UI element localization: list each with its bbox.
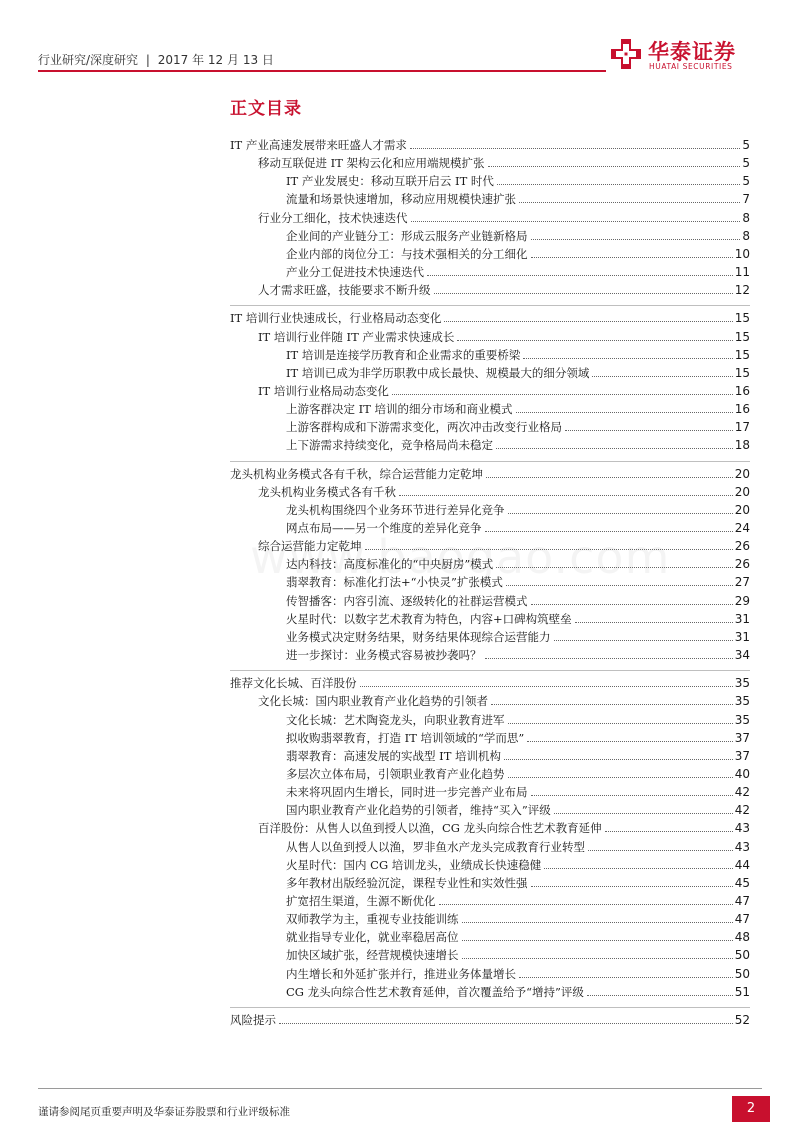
toc-entry-title: 进一步探讨：业务模式容易被抄袭吗？ — [286, 648, 482, 663]
toc-entry-page: 20 — [734, 502, 750, 517]
toc-entry-title: IT 培训行业格局动态变化 — [258, 383, 389, 398]
toc-entry-level-3[interactable] — [286, 892, 750, 908]
toc-entry-page: 50 — [734, 966, 750, 981]
toc-entry-level-3[interactable] — [286, 190, 750, 206]
toc-entry-level-3[interactable] — [286, 910, 750, 926]
toc-dot-leader — [508, 723, 733, 724]
toc-entry-title: 文化长城：艺术陶瓷龙头，向职业教育进军 — [286, 712, 505, 727]
toc-entry-title: 风险提示 — [230, 1012, 276, 1027]
section-divider — [230, 305, 750, 306]
toc-dot-leader — [491, 704, 733, 705]
toc-entry-title: 龙头机构围绕四个业务环节进行差异化竞争 — [286, 502, 505, 517]
toc-dot-leader — [410, 148, 740, 149]
toc-dot-leader — [392, 394, 733, 395]
toc-entry-title: 业务模式决定财务结果，财务结果体现综合运营能力 — [286, 629, 551, 644]
toc-entry-level-3[interactable] — [286, 965, 750, 981]
toc-entry-page: 27 — [734, 575, 750, 590]
toc-entry-title: 人才需求旺盛，技能要求不断升级 — [258, 283, 431, 298]
toc-entry-level-3[interactable] — [286, 573, 750, 589]
toc-entry-level-1[interactable] — [230, 465, 750, 481]
toc-entry-title: 龙头机构业务模式各有千秋，综合运营能力定乾坤 — [230, 466, 483, 481]
toc-entry-title: IT 培训已成为非学历职教中成长最快、规模最大的细分领域 — [286, 365, 590, 380]
toc-dot-leader — [554, 640, 733, 641]
toc-entry-level-3[interactable] — [286, 729, 750, 745]
toc-entry-level-1[interactable] — [230, 136, 750, 152]
toc-entry-level-2[interactable] — [258, 537, 750, 553]
toc-entry-level-3[interactable] — [286, 364, 750, 380]
toc-entry-title: 拟收购翡翠教育，打造 IT 培训领域的“学而思” — [286, 730, 525, 745]
toc-entry-title: 双师教学为主，重视专业技能训练 — [286, 912, 459, 927]
toc-entry-page: 12 — [734, 283, 750, 298]
toc-dot-leader — [434, 293, 733, 294]
toc-entry-level-3[interactable] — [286, 501, 750, 517]
toc-entry-title: 火星时代：以数字艺术教育为特色，内容+口碑构筑壁垒 — [286, 611, 572, 626]
toc-dot-leader — [457, 340, 732, 341]
toc-entry-page: 43 — [734, 821, 750, 836]
toc-entry-level-2[interactable] — [258, 382, 750, 398]
toc-entry-title: 文化长城：国内职业教育产业化趋势的引领者 — [258, 694, 488, 709]
toc-entry-page: 40 — [734, 766, 750, 781]
toc-dot-leader — [527, 741, 732, 742]
toc-dot-leader — [486, 477, 733, 478]
toc-entry-level-3[interactable] — [286, 628, 750, 644]
toc-entry-page: 34 — [734, 648, 750, 663]
toc-entry-level-3[interactable] — [286, 263, 750, 279]
toc-dot-leader — [531, 604, 733, 605]
toc-entry-page: 47 — [734, 894, 750, 908]
toc-entry-level-3[interactable] — [286, 874, 750, 890]
toc-entry-level-3[interactable] — [286, 711, 750, 727]
toc-entry-level-2[interactable] — [258, 154, 750, 170]
report-date: 2017 年 12 月 13 日 — [157, 53, 274, 67]
toc-entry-title: 移动互联促进 IT 架构云化和应用端规模扩张 — [258, 156, 485, 171]
toc-dot-leader — [523, 358, 732, 359]
toc-entry-title: 上下游需求持续变化，竞争格局尚未稳定 — [286, 438, 493, 453]
toc-entry-level-2[interactable] — [258, 328, 750, 344]
toc-entry-page: 26 — [734, 557, 750, 572]
toc-entry-page: 44 — [734, 857, 750, 872]
toc-entry-level-2[interactable] — [258, 819, 750, 835]
report-type: 行业研究/深度研究 — [38, 53, 139, 67]
toc-entry-title: 上游客群决定 IT 培训的细分市场和商业模式 — [286, 402, 513, 417]
toc-entry-level-3[interactable] — [286, 346, 750, 362]
toc-entry-page: 10 — [734, 246, 750, 261]
toc-entry-page: 37 — [734, 730, 750, 745]
toc-entry-page: 17 — [734, 420, 750, 435]
toc-dot-leader — [519, 202, 740, 203]
toc-dot-leader — [516, 412, 733, 413]
toc-entry-level-3[interactable] — [286, 418, 750, 434]
toc-entry-level-3[interactable] — [286, 838, 750, 854]
brand-name-cn: 华泰证券 — [648, 40, 736, 64]
toc-dot-leader — [588, 850, 733, 851]
toc-entry-title: 企业间的产业链分工：形成云服务产业链新格局 — [286, 228, 528, 243]
toc-entry-page: 26 — [734, 539, 750, 554]
section-divider — [230, 461, 750, 462]
toc-dot-leader — [506, 585, 733, 586]
toc-entry-page: 35 — [734, 694, 750, 709]
toc-entry-level-3[interactable] — [286, 227, 750, 243]
toc-dot-leader — [544, 868, 732, 869]
toc-entry-title: 内生增长和外延扩张并行，推进业务体量增长 — [286, 966, 516, 981]
toc-dot-leader — [565, 430, 733, 431]
toc-entry-page: 43 — [734, 839, 750, 854]
toc-entry-level-3[interactable] — [286, 783, 750, 799]
toc-dot-leader — [531, 239, 741, 240]
toc-entry-page: 5 — [742, 156, 750, 171]
toc-entry-page: 15 — [734, 365, 750, 380]
toc-entry-page: 18 — [734, 438, 750, 453]
toc-entry-title: CG 龙头向综合性艺术教育延伸，首次覆盖给予“增持”评级 — [286, 984, 584, 999]
footer-disclaimer: 谨请参阅尾页重要声明及华泰证券股票和行业评级标准 — [38, 1106, 290, 1118]
toc-entry-level-3[interactable] — [286, 519, 750, 535]
toc-entry-page: 31 — [734, 611, 750, 626]
toc-dot-leader — [279, 1023, 733, 1024]
toc-entry-title: 行业分工细化，技术快速迭代 — [258, 210, 408, 225]
toc-dot-leader — [427, 275, 733, 276]
toc-entry-title: 网点布局——另一个维度的差异化竞争 — [286, 521, 482, 535]
toc-dot-leader — [485, 658, 733, 659]
toc-entry-title: 国内职业教育产业化趋势的引领者，维持“买入”评级 — [286, 803, 551, 818]
toc-entry-title: 龙头机构业务模式各有千秋 — [258, 484, 396, 499]
toc-entry-title: IT 产业发展史：移动互联开启云 IT 时代 — [286, 174, 494, 189]
toc-entry-level-3[interactable] — [286, 555, 750, 571]
toc-entry-page: 15 — [734, 311, 750, 326]
toc-entry-page: 20 — [734, 466, 750, 481]
toc-entry-title: 企业内部的岗位分工：与技术强相关的分工细化 — [286, 246, 528, 261]
toc-dot-leader — [519, 977, 733, 978]
toc-entry-page: 11 — [734, 265, 750, 280]
toc-entry-page: 52 — [734, 1012, 750, 1027]
toc-entry-level-3[interactable] — [286, 765, 750, 781]
toc-entry-title: IT 产业高速发展带来旺盛人才需求 — [230, 138, 407, 152]
toc-dot-leader — [485, 531, 733, 532]
footer-rule — [38, 1088, 762, 1089]
toc-dot-leader — [508, 513, 733, 514]
toc-dot-leader — [497, 184, 740, 185]
toc-entry-page: 8 — [742, 210, 750, 225]
toc-entry-page: 42 — [734, 785, 750, 800]
toc-entry-level-1[interactable] — [230, 309, 750, 325]
toc-entry-page: 20 — [734, 484, 750, 499]
toc-entry-title: 百洋股份：从售人以鱼到授人以渔，CG 龙头向综合性艺术教育延伸 — [258, 821, 602, 836]
toc-entry-page: 31 — [734, 629, 750, 644]
toc-dot-leader — [592, 376, 732, 377]
toc-entry-page: 5 — [742, 174, 750, 189]
toc-entry-page: 51 — [734, 984, 750, 999]
toc-entry-level-3[interactable] — [286, 928, 750, 944]
toc-entry-title: IT 培训行业快速成长，行业格局动态变化 — [230, 311, 442, 326]
toc-entry-level-2[interactable] — [258, 209, 750, 225]
toc-entry-level-3[interactable] — [286, 436, 750, 452]
toc-entry-title: 就业指导专业化，就业率稳居高位 — [286, 930, 459, 945]
toc-dot-leader — [554, 813, 733, 814]
toc-dot-leader — [462, 940, 733, 941]
toc-dot-leader — [496, 567, 732, 568]
toc-dot-leader — [508, 777, 733, 778]
toc-entry-level-1[interactable] — [230, 674, 750, 690]
toc-entry-level-3[interactable] — [286, 856, 750, 872]
toc-dot-leader — [439, 904, 733, 905]
toc-entry-title: 流量和场景快速增加，移动应用规模快速扩张 — [286, 192, 516, 207]
toc-dot-leader — [531, 795, 733, 796]
toc-entry-page: 5 — [742, 138, 750, 152]
toc-entry-page: 37 — [734, 748, 750, 763]
toc-title: 正文目录 — [230, 99, 302, 119]
toc-entry-title: IT 培训行业伴随 IT 产业需求快速成长 — [258, 329, 455, 344]
toc-entry-level-3[interactable] — [286, 946, 750, 962]
toc-entry-level-3[interactable] — [286, 747, 750, 763]
toc-entry-level-3[interactable] — [286, 400, 750, 416]
section-divider — [230, 670, 750, 671]
toc-dot-leader — [365, 549, 733, 550]
toc-entry-title: 扩宽招生渠道，生源不断优化 — [286, 894, 436, 908]
toc-entry-title: 加快区域扩张，经营规模快速增长 — [286, 948, 459, 963]
toc-entry-page: 50 — [734, 948, 750, 963]
toc-entry-page: 29 — [734, 593, 750, 608]
brand-name-en: HUATAI SECURITIES — [649, 62, 733, 71]
toc-entry-title: 多层次立体布局，引领职业教育产业化趋势 — [286, 766, 505, 781]
toc-dot-leader — [605, 831, 733, 832]
toc-entry-level-3[interactable] — [286, 801, 750, 817]
toc-entry-title: 产业分工促进技术快速迭代 — [286, 265, 424, 280]
toc-entry-title: 翡翠教育：标准化打法+“小快灵”扩张模式 — [286, 575, 503, 590]
toc-entry-title: 综合运营能力定乾坤 — [258, 539, 362, 554]
toc-entry-page: 45 — [734, 875, 750, 890]
toc-entry-level-3[interactable] — [286, 983, 750, 999]
toc-entry-title: 火星时代：国内 CG 培训龙头，业绩成长快速稳健 — [286, 857, 542, 872]
section-divider — [230, 1007, 750, 1008]
toc-entry-title: 多年教材出版经验沉淀，课程专业性和实效性强 — [286, 875, 528, 890]
toc-dot-leader — [587, 995, 733, 996]
toc-entry-title: 翡翠教育：高速发展的实战型 IT 培训机构 — [286, 748, 502, 763]
meta-separator: | — [145, 53, 150, 67]
toc-dot-leader — [488, 166, 741, 167]
toc-entry-level-3[interactable] — [286, 592, 750, 608]
toc-dot-leader — [411, 221, 741, 222]
toc-entry-level-2[interactable] — [258, 692, 750, 708]
toc-entry-level-2[interactable] — [258, 483, 750, 499]
toc-entry-title: 未来将巩固内生增长，同时进一步完善产业布局 — [286, 785, 528, 800]
toc-entry-page: 8 — [742, 228, 750, 243]
toc-entry-page: 7 — [742, 192, 750, 207]
toc-entry-title: IT 培训是连接学历教育和企业需求的重要桥梁 — [286, 347, 521, 362]
toc-dot-leader — [360, 686, 733, 687]
toc-dot-leader — [462, 922, 733, 923]
toc-entry-level-3[interactable] — [286, 610, 750, 626]
toc-entry-title: 从售人以鱼到授人以渔，罗非鱼水产龙头完成教育行业转型 — [286, 839, 585, 854]
toc-entry-level-3[interactable] — [286, 245, 750, 261]
toc-entry-page: 35 — [734, 712, 750, 727]
toc-dot-leader — [531, 257, 733, 258]
toc-entry-page: 16 — [734, 402, 750, 417]
toc-dot-leader — [399, 495, 733, 496]
toc-entry-title: 传智播客：内容引流、逐级转化的社群运营模式 — [286, 593, 528, 608]
toc-entry-title: 上游客群构成和下游需求变化，两次冲击改变行业格局 — [286, 420, 562, 435]
toc-dot-leader — [496, 448, 733, 449]
toc-entry-level-2[interactable] — [258, 281, 750, 297]
toc-entry-level-3[interactable] — [286, 646, 750, 662]
toc-entry-page: 48 — [734, 930, 750, 945]
toc-entry-page: 15 — [734, 347, 750, 362]
toc-entry-page: 42 — [734, 803, 750, 818]
toc-dot-leader — [575, 622, 733, 623]
toc-entry-page: 24 — [734, 521, 750, 535]
toc-entry-level-3[interactable] — [286, 172, 750, 188]
toc-entry-title: 推荐文化长城、百洋股份 — [230, 676, 357, 691]
toc-dot-leader — [504, 759, 733, 760]
page-number: 2 — [732, 1096, 770, 1122]
toc-entry-page: 47 — [734, 912, 750, 927]
toc-entry-title: 达内科技：高度标准化的“中央厨房”模式 — [286, 557, 494, 572]
toc-entry-page: 16 — [734, 383, 750, 398]
toc-entry-page: 15 — [734, 329, 750, 344]
toc-dot-leader — [444, 321, 732, 322]
toc-entry-page: 35 — [734, 676, 750, 691]
toc-dot-leader — [531, 886, 733, 887]
toc-entry-level-1[interactable] — [230, 1011, 750, 1027]
toc-dot-leader — [462, 958, 733, 959]
